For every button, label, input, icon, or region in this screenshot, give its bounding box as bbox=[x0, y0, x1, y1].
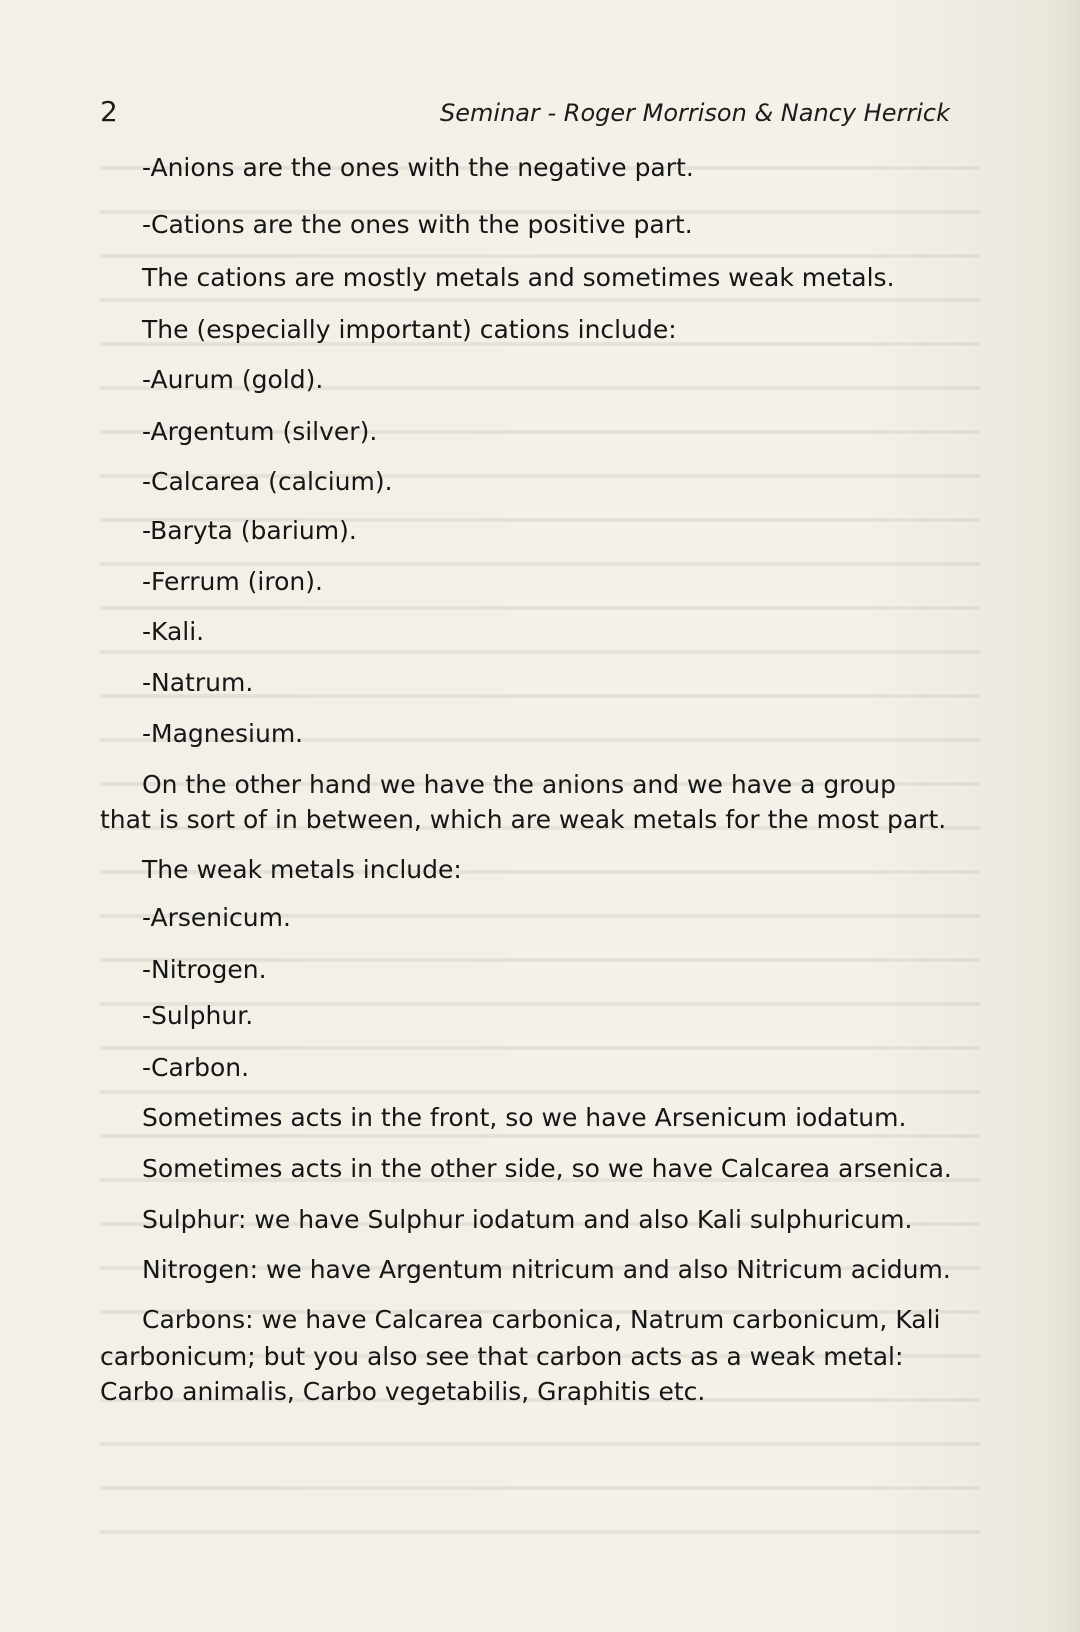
text-line: Sometimes acts in the other side, so we have Calcarea arsenica. bbox=[142, 1154, 952, 1183]
text-line: Sulphur: we have Sulphur iodatum and also Kali sulphuricum. bbox=[142, 1205, 913, 1234]
text-line: -Carbon. bbox=[142, 1053, 250, 1082]
text-line: -Sulphur. bbox=[142, 1001, 254, 1030]
text-line: -Argentum (silver). bbox=[142, 417, 378, 446]
text-line: -Cations are the ones with the positive part. bbox=[142, 210, 693, 239]
running-head: Seminar - Roger Morrison & Nancy Herrick bbox=[440, 99, 950, 127]
text-line: -Kali. bbox=[142, 617, 205, 646]
text-line: The weak metals include: bbox=[142, 855, 462, 884]
text-line: Nitrogen: we have Argentum nitricum and also Nitricum acidum. bbox=[142, 1255, 951, 1284]
text-line: -Nitrogen. bbox=[142, 955, 267, 984]
text-line: that is sort of in between, which are weak metals for the most part. bbox=[100, 805, 947, 834]
text-line: On the other hand we have the anions and we have a group bbox=[142, 770, 896, 799]
text-line: -Anions are the ones with the negative part. bbox=[142, 153, 694, 182]
text-line: Carbo animalis, Carbo vegetabilis, Graphitis etc. bbox=[100, 1377, 706, 1406]
text-line: -Natrum. bbox=[142, 668, 254, 697]
text-line: -Magnesium. bbox=[142, 719, 304, 748]
page-number: 2 bbox=[100, 95, 118, 128]
text-line: Carbons: we have Calcarea carbonica, Natrum carbonicum, Kali bbox=[142, 1305, 941, 1334]
text-line: carbonicum; but you also see that carbon acts as a weak metal: bbox=[100, 1342, 904, 1371]
text-line: -Ferrum (iron). bbox=[142, 567, 323, 596]
text-line: -Aurum (gold). bbox=[142, 365, 324, 394]
text-line: Sometimes acts in the front, so we have Arsenicum iodatum. bbox=[142, 1103, 907, 1132]
text-line: -Arsenicum. bbox=[142, 903, 291, 932]
text-line: -Calcarea (calcium). bbox=[142, 467, 393, 496]
text-line: The cations are mostly metals and sometimes weak metals. bbox=[142, 263, 895, 292]
text-line: The (especially important) cations include: bbox=[142, 315, 677, 344]
text-line: -Baryta (barium). bbox=[142, 516, 357, 545]
page-header bbox=[100, 95, 950, 135]
